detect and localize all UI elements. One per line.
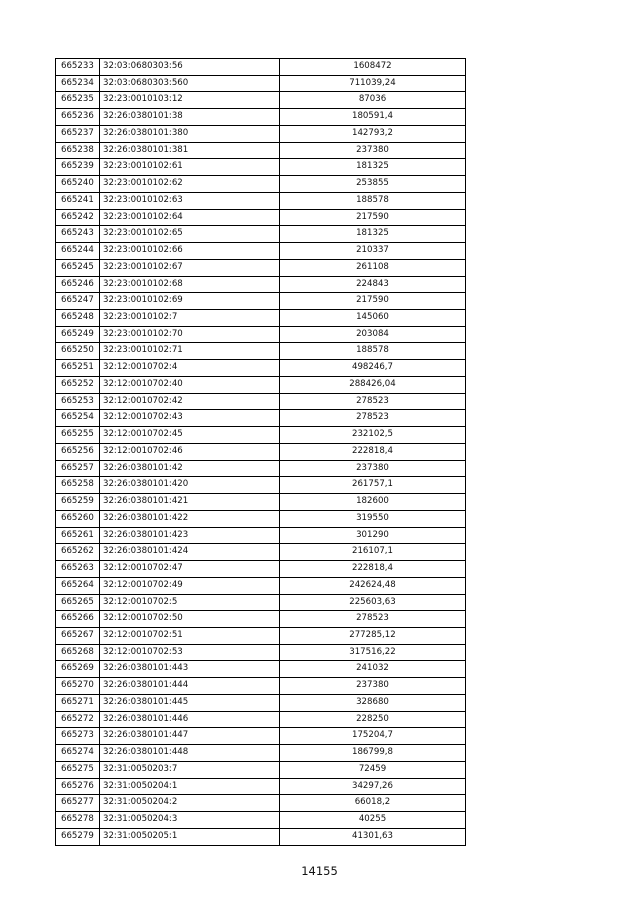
value-cell: 278523: [280, 410, 466, 427]
cadastral-number-cell: 32:23:0010102:71: [100, 343, 280, 360]
row-id-cell: 665251: [56, 360, 100, 377]
cadastral-number-cell: 32:26:0380101:420: [100, 477, 280, 494]
table-row: [56, 510, 466, 527]
cadastral-number-cell: 32:26:0380101:423: [100, 527, 280, 544]
table-row: [56, 142, 466, 159]
value-cell: 222818,4: [280, 561, 466, 578]
value-cell: 87036: [280, 92, 466, 109]
row-id-cell: 665255: [56, 427, 100, 444]
table-row: [56, 59, 466, 76]
cadastral-number-cell: 32:23:0010102:67: [100, 259, 280, 276]
row-id-cell: 665238: [56, 142, 100, 159]
table-row: [56, 376, 466, 393]
cadastral-number-cell: 32:03:0680303:560: [100, 75, 280, 92]
row-id-cell: 665233: [56, 59, 100, 76]
table-row: [56, 644, 466, 661]
cadastral-number-cell: 32:23:0010102:63: [100, 192, 280, 209]
row-id-cell: 665248: [56, 310, 100, 327]
row-id-cell: 665244: [56, 243, 100, 260]
row-id-cell: 665249: [56, 326, 100, 343]
table-row: [56, 577, 466, 594]
value-cell: 181325: [280, 226, 466, 243]
row-id-cell: 665253: [56, 393, 100, 410]
row-id-cell: 665236: [56, 109, 100, 126]
row-id-cell: 665274: [56, 745, 100, 762]
value-cell: 210337: [280, 243, 466, 260]
value-cell: 711039,24: [280, 75, 466, 92]
row-id-cell: 665237: [56, 125, 100, 142]
value-cell: 188578: [280, 192, 466, 209]
row-id-cell: 665246: [56, 276, 100, 293]
row-id-cell: 665275: [56, 761, 100, 778]
cadastral-number-cell: 32:12:0010702:45: [100, 427, 280, 444]
table-row: [56, 360, 466, 377]
value-cell: 288426,04: [280, 376, 466, 393]
cadastral-number-cell: 32:12:0010702:42: [100, 393, 280, 410]
value-cell: 186799,8: [280, 745, 466, 762]
value-cell: 228250: [280, 711, 466, 728]
value-cell: 142793,2: [280, 125, 466, 142]
table-row: [56, 812, 466, 829]
row-id-cell: 665268: [56, 644, 100, 661]
table-row: [56, 594, 466, 611]
value-cell: 261108: [280, 259, 466, 276]
cadastral-number-cell: 32:03:0680303:56: [100, 59, 280, 76]
value-cell: 301290: [280, 527, 466, 544]
cadastral-number-cell: 32:31:0050205:1: [100, 828, 280, 845]
cadastral-number-cell: 32:12:0010702:43: [100, 410, 280, 427]
table-row: [56, 393, 466, 410]
table-row: [56, 527, 466, 544]
row-id-cell: 665252: [56, 376, 100, 393]
value-cell: 237380: [280, 142, 466, 159]
cadastral-number-cell: 32:31:0050204:1: [100, 778, 280, 795]
table-row: [56, 176, 466, 193]
row-id-cell: 665265: [56, 594, 100, 611]
cadastral-number-cell: 32:23:0010102:61: [100, 159, 280, 176]
table-row: [56, 627, 466, 644]
row-id-cell: 665273: [56, 728, 100, 745]
cadastral-number-cell: 32:26:0380101:443: [100, 661, 280, 678]
table-row: [56, 427, 466, 444]
table-row: [56, 243, 466, 260]
table-row: [56, 477, 466, 494]
table-row: [56, 443, 466, 460]
value-cell: 203084: [280, 326, 466, 343]
table-row: [56, 410, 466, 427]
value-cell: 1608472: [280, 59, 466, 76]
cadastral-number-cell: 32:26:0380101:381: [100, 142, 280, 159]
table-row: [56, 795, 466, 812]
table-row: [56, 460, 466, 477]
cadastral-number-cell: 32:26:0380101:424: [100, 544, 280, 561]
row-id-cell: 665264: [56, 577, 100, 594]
value-cell: 40255: [280, 812, 466, 829]
row-id-cell: 665247: [56, 293, 100, 310]
table-row: [56, 92, 466, 109]
value-cell: 237380: [280, 460, 466, 477]
row-id-cell: 665262: [56, 544, 100, 561]
row-id-cell: 665277: [56, 795, 100, 812]
cadastral-number-cell: 32:31:0050204:2: [100, 795, 280, 812]
cadastral-number-cell: 32:12:0010702:49: [100, 577, 280, 594]
cadastral-number-cell: 32:26:0380101:38: [100, 109, 280, 126]
row-id-cell: 665234: [56, 75, 100, 92]
cadastral-number-cell: 32:26:0380101:421: [100, 494, 280, 511]
row-id-cell: 665270: [56, 678, 100, 695]
value-cell: 72459: [280, 761, 466, 778]
row-id-cell: 665257: [56, 460, 100, 477]
table-row: [56, 109, 466, 126]
row-id-cell: 665240: [56, 176, 100, 193]
value-cell: 181325: [280, 159, 466, 176]
table-row: [56, 745, 466, 762]
value-cell: 261757,1: [280, 477, 466, 494]
row-id-cell: 665245: [56, 259, 100, 276]
row-id-cell: 665278: [56, 812, 100, 829]
value-cell: 217590: [280, 293, 466, 310]
cadastral-number-cell: 32:23:0010102:69: [100, 293, 280, 310]
cadastral-number-cell: 32:31:0050203:7: [100, 761, 280, 778]
cadastral-value-table: [55, 58, 466, 846]
cadastral-number-cell: 32:12:0010702:53: [100, 644, 280, 661]
row-id-cell: 665250: [56, 343, 100, 360]
row-id-cell: 665259: [56, 494, 100, 511]
value-cell: 242624,48: [280, 577, 466, 594]
cadastral-number-cell: 32:26:0380101:444: [100, 678, 280, 695]
table-row: [56, 192, 466, 209]
cadastral-number-cell: 32:23:0010102:65: [100, 226, 280, 243]
table-row: [56, 828, 466, 845]
value-cell: 498246,7: [280, 360, 466, 377]
cadastral-number-cell: 32:12:0010702:40: [100, 376, 280, 393]
cadastral-number-cell: 32:12:0010702:50: [100, 611, 280, 628]
value-cell: 319550: [280, 510, 466, 527]
value-cell: 237380: [280, 678, 466, 695]
table-row: [56, 561, 466, 578]
row-id-cell: 665258: [56, 477, 100, 494]
value-cell: 222818,4: [280, 443, 466, 460]
table-row: [56, 494, 466, 511]
value-cell: 216107,1: [280, 544, 466, 561]
table-row: [56, 310, 466, 327]
table-row: [56, 711, 466, 728]
cadastral-number-cell: 32:26:0380101:445: [100, 694, 280, 711]
cadastral-number-cell: 32:23:0010102:7: [100, 310, 280, 327]
table-row: [56, 343, 466, 360]
cadastral-number-cell: 32:26:0380101:422: [100, 510, 280, 527]
table-row: [56, 259, 466, 276]
cadastral-number-cell: 32:12:0010702:5: [100, 594, 280, 611]
value-cell: 66018,2: [280, 795, 466, 812]
table-row: [56, 694, 466, 711]
table-row: [56, 293, 466, 310]
value-cell: 278523: [280, 393, 466, 410]
value-cell: 278523: [280, 611, 466, 628]
value-cell: 217590: [280, 209, 466, 226]
cadastral-number-cell: 32:12:0010702:46: [100, 443, 280, 460]
cadastral-number-cell: 32:23:0010102:66: [100, 243, 280, 260]
row-id-cell: 665269: [56, 661, 100, 678]
row-id-cell: 665271: [56, 694, 100, 711]
cadastral-number-cell: 32:23:0010102:64: [100, 209, 280, 226]
table-row: [56, 326, 466, 343]
value-cell: 253855: [280, 176, 466, 193]
table-row: [56, 544, 466, 561]
row-id-cell: 665260: [56, 510, 100, 527]
value-cell: 188578: [280, 343, 466, 360]
value-cell: 317516,22: [280, 644, 466, 661]
row-id-cell: 665254: [56, 410, 100, 427]
table-row: [56, 728, 466, 745]
value-cell: 175204,7: [280, 728, 466, 745]
value-cell: 224843: [280, 276, 466, 293]
row-id-cell: 665243: [56, 226, 100, 243]
table-row: [56, 159, 466, 176]
page-number: 14155: [301, 864, 338, 878]
value-cell: 145060: [280, 310, 466, 327]
value-cell: 232102,5: [280, 427, 466, 444]
row-id-cell: 665261: [56, 527, 100, 544]
cadastral-number-cell: 32:23:0010103:12: [100, 92, 280, 109]
table-row: [56, 611, 466, 628]
value-cell: 225603,63: [280, 594, 466, 611]
row-id-cell: 665239: [56, 159, 100, 176]
cadastral-number-cell: 32:23:0010102:68: [100, 276, 280, 293]
table-row: [56, 678, 466, 695]
row-id-cell: 665242: [56, 209, 100, 226]
row-id-cell: 665241: [56, 192, 100, 209]
table-row: [56, 276, 466, 293]
value-cell: 328680: [280, 694, 466, 711]
value-cell: 241032: [280, 661, 466, 678]
cadastral-number-cell: 32:26:0380101:380: [100, 125, 280, 142]
table-row: [56, 226, 466, 243]
cadastral-number-cell: 32:26:0380101:447: [100, 728, 280, 745]
table-row: [56, 778, 466, 795]
cadastral-number-cell: 32:12:0010702:51: [100, 627, 280, 644]
table-row: [56, 125, 466, 142]
row-id-cell: 665266: [56, 611, 100, 628]
cadastral-number-cell: 32:26:0380101:42: [100, 460, 280, 477]
value-cell: 277285,12: [280, 627, 466, 644]
value-cell: 34297,26: [280, 778, 466, 795]
table-row: [56, 761, 466, 778]
row-id-cell: 665272: [56, 711, 100, 728]
table-row: [56, 661, 466, 678]
row-id-cell: 665276: [56, 778, 100, 795]
table-body: [56, 59, 466, 846]
cadastral-number-cell: 32:23:0010102:70: [100, 326, 280, 343]
cadastral-number-cell: 32:26:0380101:446: [100, 711, 280, 728]
row-id-cell: 665279: [56, 828, 100, 845]
row-id-cell: 665235: [56, 92, 100, 109]
value-cell: 182600: [280, 494, 466, 511]
cadastral-number-cell: 32:12:0010702:47: [100, 561, 280, 578]
row-id-cell: 665267: [56, 627, 100, 644]
cadastral-number-cell: 32:26:0380101:448: [100, 745, 280, 762]
value-cell: 180591,4: [280, 109, 466, 126]
cadastral-number-cell: 32:12:0010702:4: [100, 360, 280, 377]
table-row: [56, 209, 466, 226]
value-cell: 41301,63: [280, 828, 466, 845]
table-row: [56, 75, 466, 92]
cadastral-number-cell: 32:31:0050204:3: [100, 812, 280, 829]
row-id-cell: 665263: [56, 561, 100, 578]
cadastral-number-cell: 32:23:0010102:62: [100, 176, 280, 193]
row-id-cell: 665256: [56, 443, 100, 460]
